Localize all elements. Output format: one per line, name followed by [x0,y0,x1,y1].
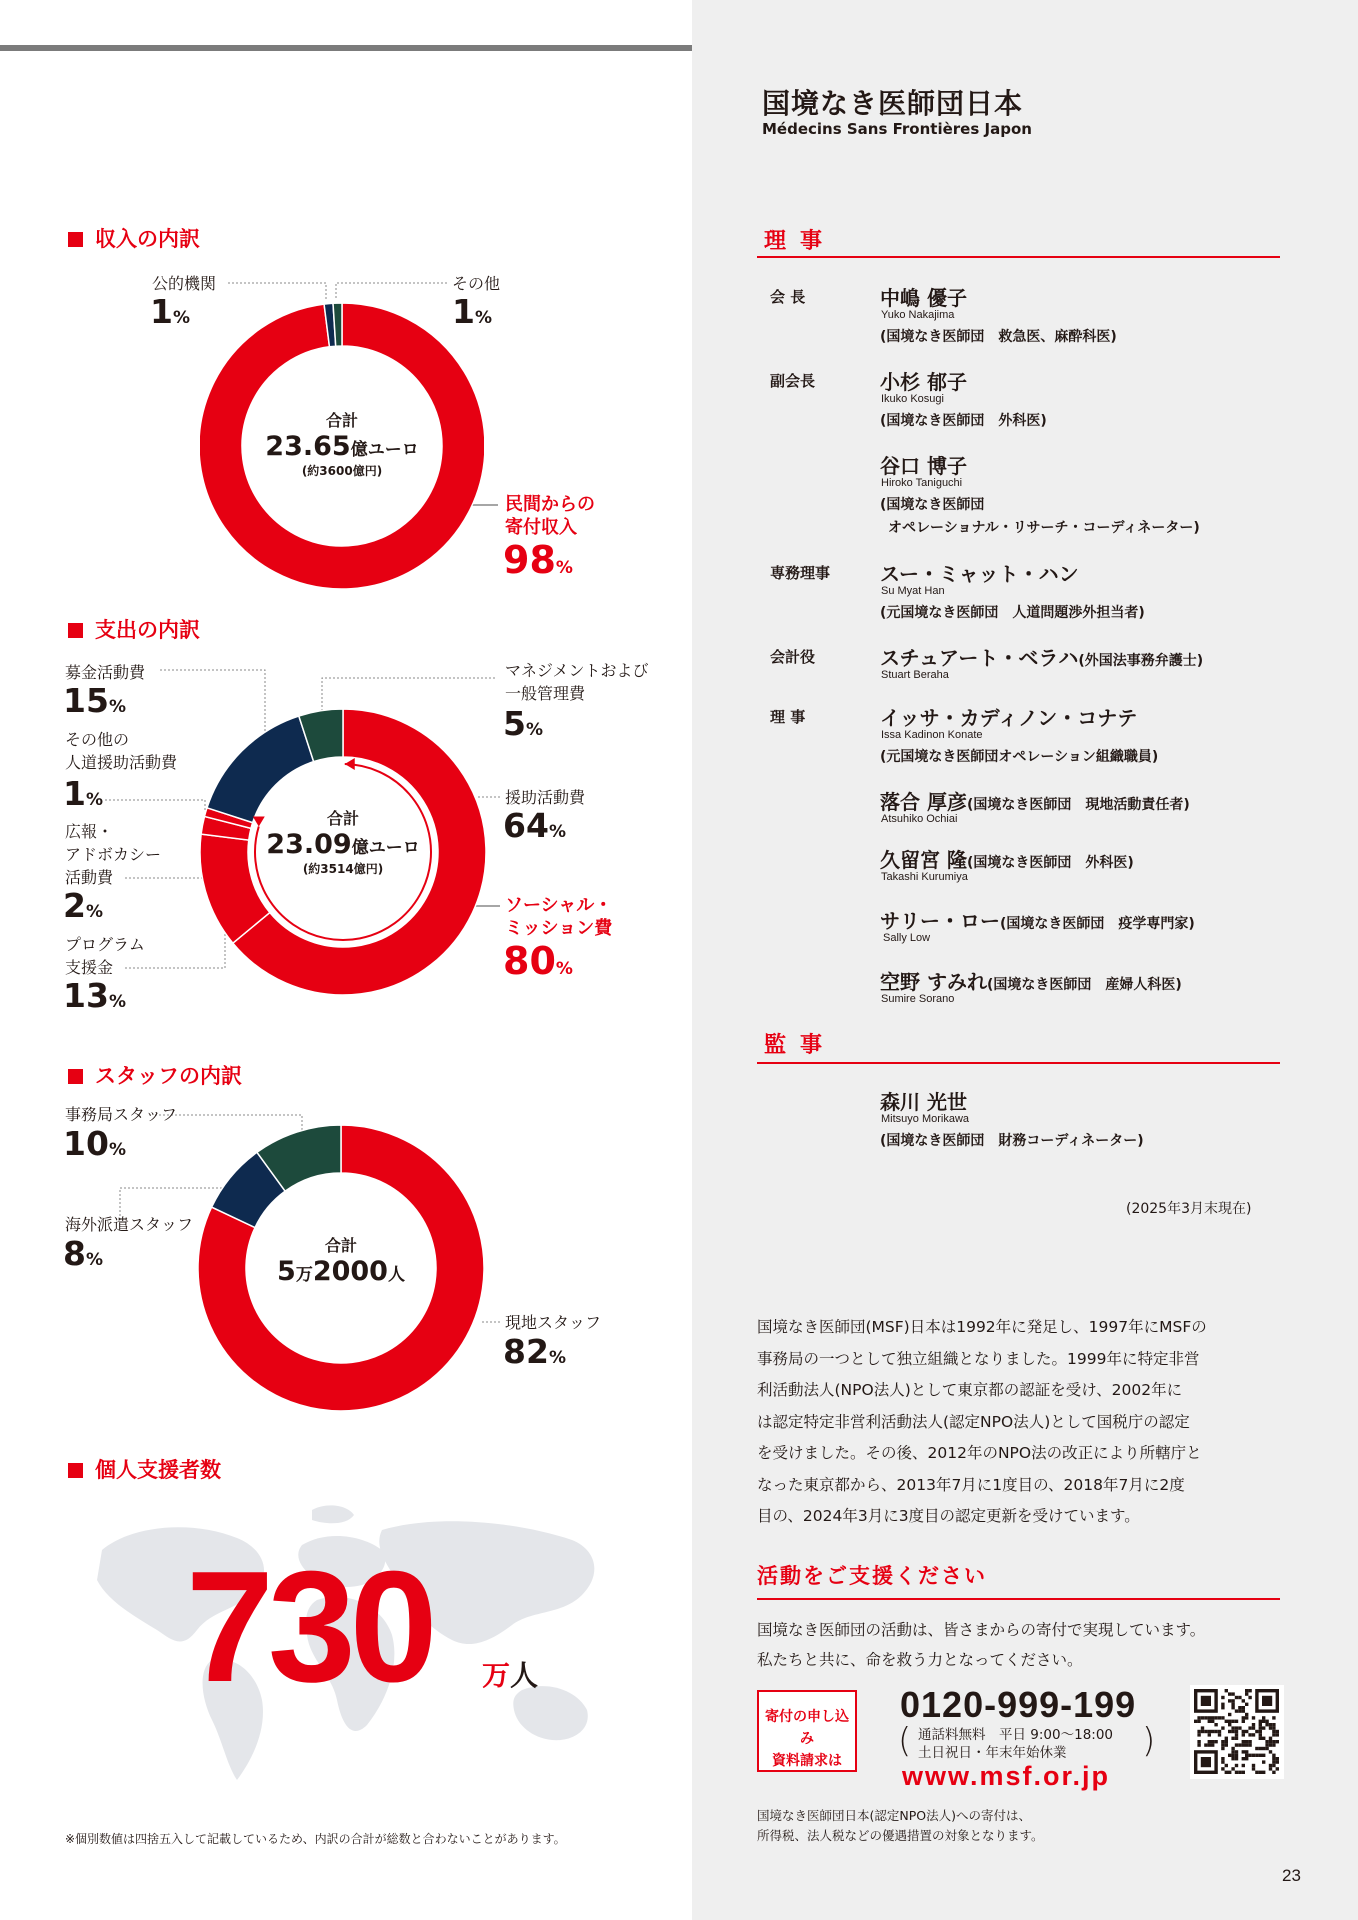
supporters-value: 730 [186,1539,432,1715]
about-line: を受けました。その後、2012年のNPO法の改正により所轄庁と [757,1444,1202,1462]
auditor-heading-rule [757,1062,1280,1064]
member-roman: Sally Low [883,932,931,944]
member-name: スチュアート・ベラハ(外国法事務弁護士) [880,646,1204,670]
supporters-section-title: 個人支援者数 [68,1454,221,1484]
fundraising-pct: 15% [63,681,126,720]
member-roman: Ikuko Kosugi [881,393,944,405]
income-total-label: 合計 [325,411,358,430]
member-name: サリー・ロー(国境なき医師団 疫学専門家) [880,909,1195,933]
cta-line-1: 寄付の申し込み [765,1709,849,1747]
support-heading: 活動をご支援ください [757,1564,987,1588]
member-name: 落合 厚彦(国境なき医師団 現地活動責任者) [880,790,1190,814]
hours-line-1: 通話料無料 平日 9:00〜18:00 [918,1727,1114,1743]
donation-request-box[interactable] [757,1690,857,1772]
member-role: 会計役 [770,648,816,666]
member-roman: Yuko Nakajima [881,309,955,321]
member-role: 専務理事 [770,564,831,582]
as-of-date: (2025年3月末現在) [1126,1201,1252,1217]
square-bullet-icon [68,232,83,247]
about-line: 利活動法人(NPO法人)として東京都の認証を受け、2002年に [757,1381,1183,1399]
member-name: 空野 すみれ(国境なき医師団 産婦人科医) [880,970,1182,994]
member-name: 谷口 博子 [880,454,967,478]
paren-open: ( [898,1721,912,1761]
expense-total [243,806,443,877]
about-line: 国境なき医師団(MSF)日本は1992年に発足し、1997年にMSFの [757,1318,1207,1336]
overseas-staff-pct: 8% [63,1234,104,1273]
income-total-note: (約3600億円) [301,464,383,478]
member-roman: Hiroko Taniguchi [881,477,963,489]
social-label-2: ミッション費 [505,918,613,939]
member-roman: Issa Kadinon Konate [881,729,983,741]
hours-line-2: 土日祝日・年末年始休業 [918,1745,1067,1761]
income-private-pct: 98% [503,538,573,582]
management-label-2: 一般管理費 [505,684,586,703]
member-affiliation: (国境なき医師団 外科医) [880,413,1047,429]
qr-code-icon[interactable] [1190,1685,1284,1779]
member-roman: Atsuhiko Ochiai [881,813,958,825]
cta-line-2: 資料請求は [772,1753,842,1769]
staff-total [241,1233,441,1287]
about-line: 目の、2024年3月に3度目の認定更新を受けています。 [757,1507,1140,1525]
square-bullet-icon [68,623,83,638]
aid-label: 援助活動費 [505,788,586,807]
fundraising-label: 募金活動費 [65,663,146,682]
supporters-unit: 万人 [482,1659,539,1692]
support-line-1: 国境なき医師団の活動は、皆さまからの寄付で実現しています。 [757,1621,1206,1639]
other-aid-pct: 1% [63,774,104,813]
other-aid-label-2: 人道援助活動費 [65,753,178,772]
tax-note-1: 国境なき医師団日本(認定NPO法人)への寄付は、 [757,1808,1031,1823]
expense-total-note: (約3514億円) [302,862,384,876]
social-pct: 80% [503,939,573,983]
org-name-jp: 国境なき医師団日本 [762,87,1024,120]
advocacy-label-1: 広報・ [65,822,114,841]
member-name: イッサ・カディノン・コナテ [880,706,1138,730]
program-label-2: 支援金 [65,958,114,977]
advocacy-pct: 2% [63,886,104,925]
member-affiliation: (元国境なき医師団 人道問題渉外担当者) [880,605,1145,621]
footnote: ※個別数値は四捨五入して記載しているため、内訳の合計が総数と合わないことがあります。 [65,1832,566,1846]
website-link[interactable]: www.msf.or.jp [902,1761,1111,1791]
member-name: 久留宮 隆(国境なき医師団 外科医) [880,848,1134,872]
income-section-title: 収入の内訳 [68,223,200,253]
auditor-name: 森川 光世 [880,1090,967,1114]
income-public-label: 公的機関 [152,274,217,293]
local-staff-pct: 82% [503,1332,566,1371]
office-staff-pct: 10% [63,1124,126,1163]
square-bullet-icon [68,1069,83,1084]
program-label-1: プログラム [65,935,145,954]
support-line-2: 私たちと共に、命を救う力となってください。 [757,1651,1083,1669]
office-staff-label: 事務局スタッフ [65,1105,178,1124]
board-heading-rule [757,256,1280,258]
member-roman: Takashi Kurumiya [881,871,968,883]
paren-close: ) [1142,1721,1156,1761]
tax-note-2: 所得税、法人税などの優遇措置の対象となります。 [757,1828,1044,1843]
member-roman: Su Myat Han [881,585,945,597]
member-affiliation: (元国境なき医師団オペレーション組織職員) [880,749,1159,765]
staff-section-title: スタッフの内訳 [68,1060,242,1090]
management-label-1: マネジメントおよび [505,661,649,680]
member-affiliation: (国境なき医師団 救急医、麻酔科医) [880,329,1117,345]
income-total-value: 23.65億ユーロ [265,431,419,462]
staff-total-label: 合計 [324,1236,357,1255]
member-role: 副会長 [770,372,816,390]
member-affiliation: (国境なき医師団 [880,497,985,513]
about-paragraph [757,1312,1281,1533]
advocacy-label-3: 活動費 [65,868,114,887]
management-pct: 5% [503,704,544,743]
about-line: なった東京都から、2013年7月に1度目の、2018年7月に2度 [757,1475,1185,1494]
member-name: 小杉 郁子 [880,370,967,394]
phone-number[interactable]: 0120-999-199 [900,1684,1137,1725]
about-line: は認定特定非営利活動法人(認定NPO法人)として国税庁の認定 [757,1412,1190,1431]
other-aid-label-1: その他の [65,730,130,749]
income-other-pct: 1% [452,292,493,331]
expense-total-value: 23.09億ユーロ [266,829,420,860]
square-bullet-icon [68,1463,83,1478]
income-public-pct: 1% [150,292,191,331]
board-heading: 理事 [764,229,837,254]
member-role: 会 長 [770,288,806,306]
about-line: 事務局の一つとして独立組織となりました。1999年に特定非営 [757,1349,1200,1368]
staff-total-value: 5万2000人 [277,1256,405,1287]
member-roman: Sumire Sorano [881,993,955,1005]
income-private-label-2: 寄付収入 [505,517,577,538]
aid-pct: 64% [503,806,566,845]
local-staff-label: 現地スタッフ [505,1313,602,1332]
advocacy-label-2: アドボカシー [65,845,162,864]
page-number: 23 [1282,1866,1301,1885]
member-affiliation-2: オペレーショナル・リサーチ・コーディネーター) [888,520,1200,536]
program-pct: 13% [63,976,126,1015]
overseas-staff-label: 海外派遣スタッフ [65,1215,194,1234]
social-label-1: ソーシャル・ [505,895,613,916]
auditor-heading: 監事 [764,1033,837,1058]
member-name: スー・ミャット・ハン [880,562,1079,586]
income-private-label-1: 民間からの [505,494,595,515]
member-roman: Stuart Beraha [881,669,949,681]
org-name-en: Médecins Sans Frontières Japon [762,120,1032,138]
member-role: 理 事 [770,708,806,726]
income-other-label: その他 [452,274,501,293]
member-name: 中嶋 優子 [880,286,967,310]
support-heading-rule [757,1598,1280,1600]
expense-total-label: 合計 [326,809,359,828]
auditor-affiliation: (国境なき医師団 財務コーディネーター) [880,1133,1144,1149]
income-total [242,408,442,479]
expense-section-title: 支出の内訳 [68,614,200,644]
auditor-roman: Mitsuyo Morikawa [881,1113,970,1125]
